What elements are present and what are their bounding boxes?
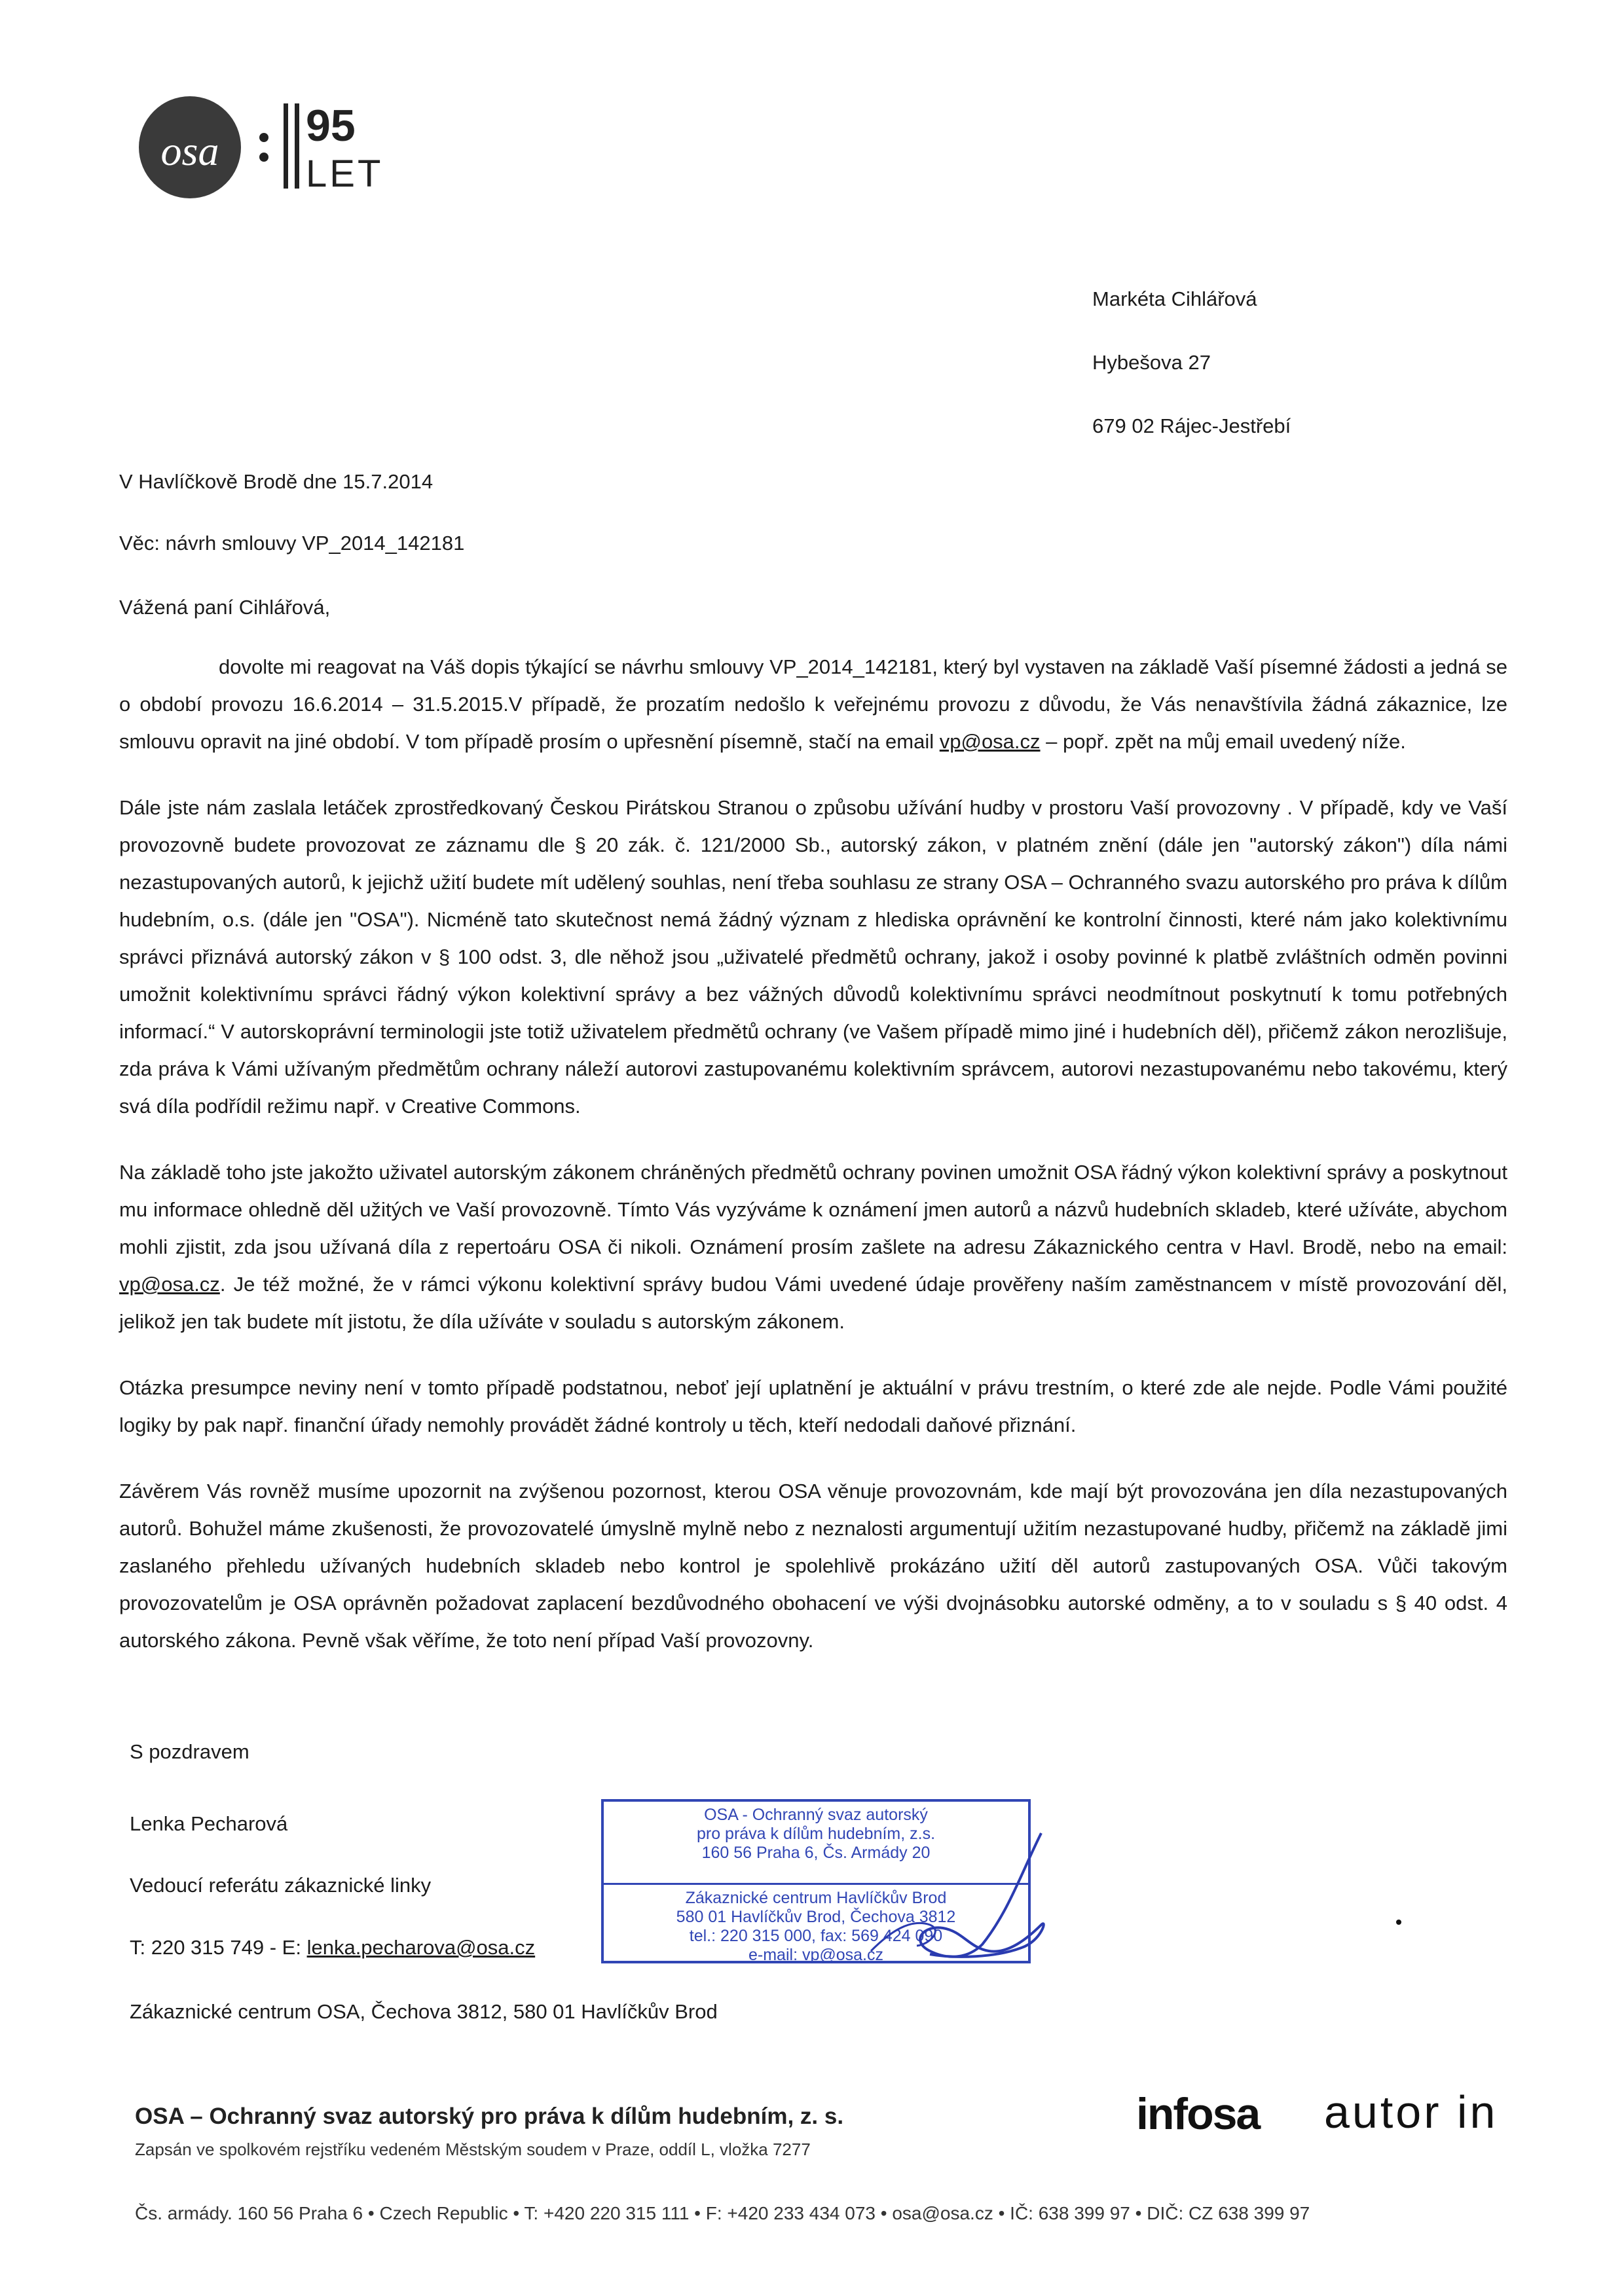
paragraph-1: dovolte mi reagovat na Váš dopis týkající se návrhu smlouvy VP_2014_142181, který byl vystaven na základě Vaší písemné žádosti a jedná se o období provozu 16.6.2014 – 31.5.2015.V případě, že prozatím nedošlo k veřejnému provozu z důvodu, že Vás nenavštívila žádná zákaznice, lze smlouvu opravit na jiné období. V tom případě prosím o upřesnění písemně, stačí na email vp@osa.cz – popř. zpět na můj email uvedený níže.: [119, 655, 1507, 753]
footer-registry: Zapsán ve spolkovém rejstříku vedeném Městským soudem v Praze, oddíl L, vložka 7277: [135, 2140, 811, 2159]
ink-dot: [1396, 1920, 1401, 1925]
paragraph-4: Otázka presumpce neviny není v tomto případě podstatnou, neboť její uplatnění je aktuální v právu trestním, o které zde ale nejde. Podle Vámi použité logiky by pak např. finanční úřady nemohly provádět žádné kontroly u těch, kteří nedodali daňové přiznání.: [119, 1376, 1507, 1436]
paragraph-3: Na základě toho jste jakožto uživatel autorským zákonem chráněných předmětů ochrany povinen umožnit OSA řádný výkon kolektivní správy a poskytnout mu informace ohledně děl užitých ve Vaší provozovně. Tímto Vás vyzýváme k oznámení jmen autorů a názvů hudebních skladeb, které užíváte, abychom mohli zjistit, zda jsou užívaná díla z repertoáru OSA či nikoli. Oznámení prosím zašlete na adresu Zákaznického centra v Havl. Brodě, nebo na email: vp@osa.cz. Je též možné, že v rámci výkonu kolektivní správy budou Vámi uvedené údaje prověřeny naším zaměstnancem v místě provozování děl, jelikož jen tak budete mít jistotu, že díla užíváte v souladu s autorským zákonem.: [119, 1161, 1507, 1333]
signer-contact: T: 220 315 749 - E: lenka.pecharova@osa.cz: [130, 1936, 536, 1959]
email-link-vp-2[interactable]: vp@osa.cz: [119, 1273, 220, 1296]
recipient-name: Markéta Cihlářová: [1092, 287, 1257, 310]
infosa-brand: infosa: [1136, 2089, 1260, 2139]
letter-body: [119, 648, 1507, 1688]
signer-email-link[interactable]: lenka.pecharova@osa.cz: [306, 1936, 536, 1959]
place-date: V Havlíčkově Brodě dne 15.7.2014: [119, 470, 434, 493]
closing: S pozdravem: [130, 1740, 249, 1763]
signer-address: Zákaznické centrum OSA, Čechova 3812, 580 01 Havlíčkův Brod: [130, 2000, 718, 2023]
recipient-address: [1092, 267, 1291, 458]
autor-in-brand: autor in: [1324, 2086, 1498, 2138]
organization-stamp: OSA - Ochranný svaz autorský pro práva k dílům hudebním, z.s. 160 56 Praha 6, Čs. Armády 20 Zákaznické centrum Havlíčkův Brod 580 01 Havlíčkův Brod, Čechova 3812 tel.: 220 315 000, fax: 569 424 090 e-mail: vp@osa.cz: [601, 1799, 1031, 1963]
footer-contacts: Čs. armády. 160 56 Praha 6 • Czech Republic • T: +420 220 315 111 • F: +420 233 434 073 • osa@osa.cz • IČ: 638 399 97 • DIČ: CZ 638 399 97: [135, 2203, 1310, 2223]
subject-line: Věc: návrh smlouvy VP_2014_142181: [119, 532, 465, 555]
footer-org-name: OSA – Ochranný svaz autorský pro práva k dílům hudebním, z. s.: [135, 2104, 844, 2129]
svg-text:LET: LET: [306, 153, 384, 195]
email-link-vp[interactable]: vp@osa.cz: [939, 730, 1041, 753]
salutation: Vážená paní Cihlářová,: [119, 596, 331, 619]
recipient-city: 679 02 Rájec-Jestřebí: [1092, 414, 1291, 437]
recipient-street: Hybešova 27: [1092, 351, 1211, 374]
handwritten-signature: [733, 1820, 1074, 1971]
signer-name: Lenka Pecharová: [130, 1812, 288, 1835]
signer-role: Vedoucí referátu zákaznické linky: [130, 1874, 432, 1897]
svg-text:osa: osa: [160, 128, 219, 174]
paragraph-5: Závěrem Vás rovněž musíme upozornit na zvýšenou pozornost, kterou OSA věnuje provozovnám, kde mají být provozována jen díla nezastupovaných autorů. Bohužel máme zkušenosti, že provozovatelé úmyslně mylně nebo z neznalosti argumentují užitím nezastupované hudby, přičemž na základě jimi zaslaného přehledu užívaných hudebních skladeb nebo kontrol je spolehlivě prokázáno užití děl autorů zastupovaných OSA. Vůči takovým provozovatelům je OSA oprávněn požadovat zaplacení bezdůvodného obohacení ve výši dvojnásobku autorské odměny, a to v souladu s § 40 odst. 4 autorského zákona. Pevně však věříme, že toto není případ Vaší provozovny.: [119, 1480, 1507, 1652]
osa-95-let-logo: [134, 92, 422, 210]
svg-text:95: 95: [306, 101, 356, 151]
paragraph-2: Dále jste nám zaslala letáček zprostředkovaný Českou Pirátskou Stranou o způsobu užívání hudby v prostoru Vaší provozovny . V případě, kdy ve Vaší provozovně budete provozovat ze záznamu dle § 20 zák. č. 121/2000 Sb., autorský zákon, v platném znění (dále jen "autorský zákon") díla námi nezastupovaných autorů, k jejichž užití budete mít udělený souhlas, není třeba souhlasu ze strany OSA – Ochranného svazu autorského pro práva k dílům hudebním, o.s. (dále jen "OSA"). Nicméně tato skutečnost nemá žádný význam z hlediska oprávnění ke kontrolní činnosti, které nám jako kolektivnímu správci přiznává autorský zákon v § 100 odst. 3, dle něhož jsou „uživatelé předmětů ochrany, jakož i osoby povinné k platbě zvláštních odměn povinni umožnit kolektivnímu správci řádný výkon kolektivní správy a bez vážných důvodů kolektivnímu správci neodmítnout poskytnutí k tomu potřebných informací.“ V autorskoprávní terminologii jste totiž uživatelem předmětů ochrany (ve Vašem případě mimo jiné i hudebních děl), přičemž zákon nerozlišuje, zda práva k Vámi užívaným předmětům ochrany náleží autorovi zastupovanému kolektivním správcem, autorovi nezastupovanému nebo takovému, který svá díla podřídil režimu např. v Creative Commons.: [119, 796, 1507, 1118]
